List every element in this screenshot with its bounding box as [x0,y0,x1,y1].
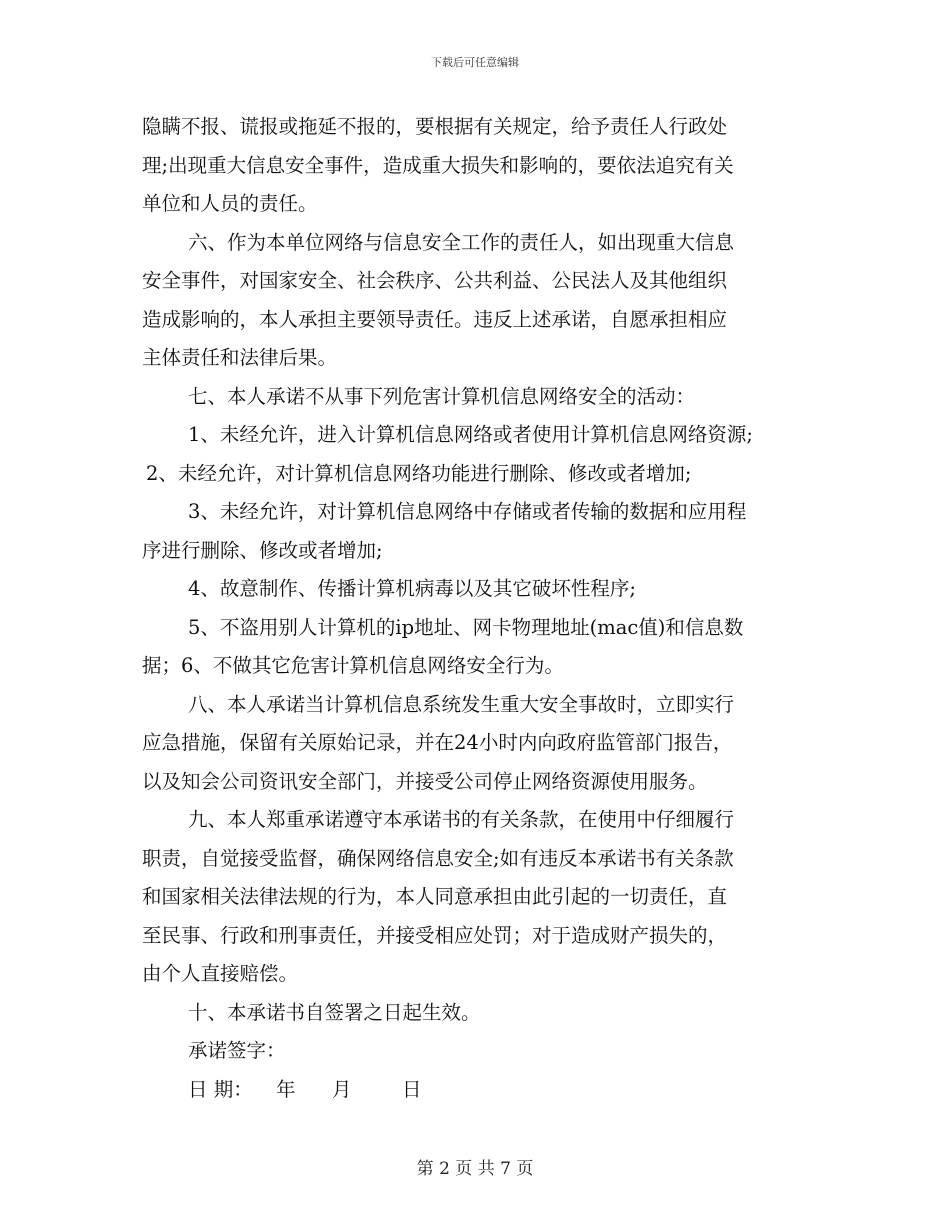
clause-six: 六、作为本单位网络与信息安全工作的责任人，如出现重大信息 [188,230,735,254]
date-day: 日 [402,1077,422,1101]
text-line: 由个人直接赔偿。 [142,962,299,985]
text-line: 以及知会公司资讯安全部门，并接受公司停止网络资源使用服务。 [142,769,708,793]
text-line: 理;出现重大信息安全事件，造成重大损失和影响的，要依法追究有关 [142,153,734,177]
text-line: 主体责任和法律后果。 [142,346,338,369]
clause-seven: 七、本人承诺不从事下列危害计算机信息网络安全的活动： [188,384,696,408]
text-line: 单位和人员的责任。 [142,192,318,215]
list-item-1: 1、未经允许，进入计算机信息网络或者使用计算机信息网络资源; [188,423,753,446]
signature-label: 承诺签字： [188,1039,286,1062]
document-body [142,108,822,1109]
list-item-3: 3、未经允许，对计算机信息网络中存储或者传输的数据和应用程 [188,500,747,523]
date-label: 日 期： [188,1077,253,1101]
text-line: 职责，自觉接受监督，确保网络信息安全;如有违反本承诺书有关条款 [142,846,734,870]
list-item-5: 5、不盗用别人计算机的ip地址、网卡物理地址(mac值)和信息数 [188,615,744,639]
clause-nine: 九、本人郑重承诺遵守本承诺书的有关条款，在使用中仔细履行 [188,808,735,831]
clause-ten: 十、本承诺书自签署之日起生效。 [188,1000,481,1024]
text-line: 至民事、行政和刑事责任，并接受相应处罚；对于造成财产损失的， [142,923,728,947]
text-line: 序进行删除、修改或者增加; [142,538,383,562]
text-line: 造成影响的，本人承担主要领导责任。违反上述承诺，自愿承担相应 [142,307,728,331]
page-header-note: 下载后可任意编辑 [431,56,519,69]
list-item-2: 2、未经允许，对计算机信息网络功能进行删除、修改或者增加; [146,461,692,485]
text-line: 安全事件，对国家安全、社会秩序、公共利益、公民法人及其他组织 [142,269,728,292]
date-month: 月 [332,1077,352,1101]
text-line: 据；6、不做其它危害计算机信息网络安全行为。 [142,654,564,677]
date-row [142,1071,822,1110]
text-line: 应急措施，保留有关原始记录，并在24小时内向政府监管部门报告， [142,731,733,754]
text-line: 隐瞒不报、谎报或拖延不报的，要根据有关规定，给予责任人行政处 [142,115,728,138]
text-line: 和国家相关法律法规的行为，本人同意承担由此引起的一切责任，直 [142,885,728,908]
page-number: 第 2 页 共 7 页 [416,1159,534,1179]
clause-eight: 八、本人承诺当计算机信息系统发生重大安全事故时，立即实行 [188,692,735,716]
list-item-4: 4、故意制作、传播计算机病毒以及其它破坏性程序; [188,577,636,600]
date-year: 年 [276,1077,296,1101]
